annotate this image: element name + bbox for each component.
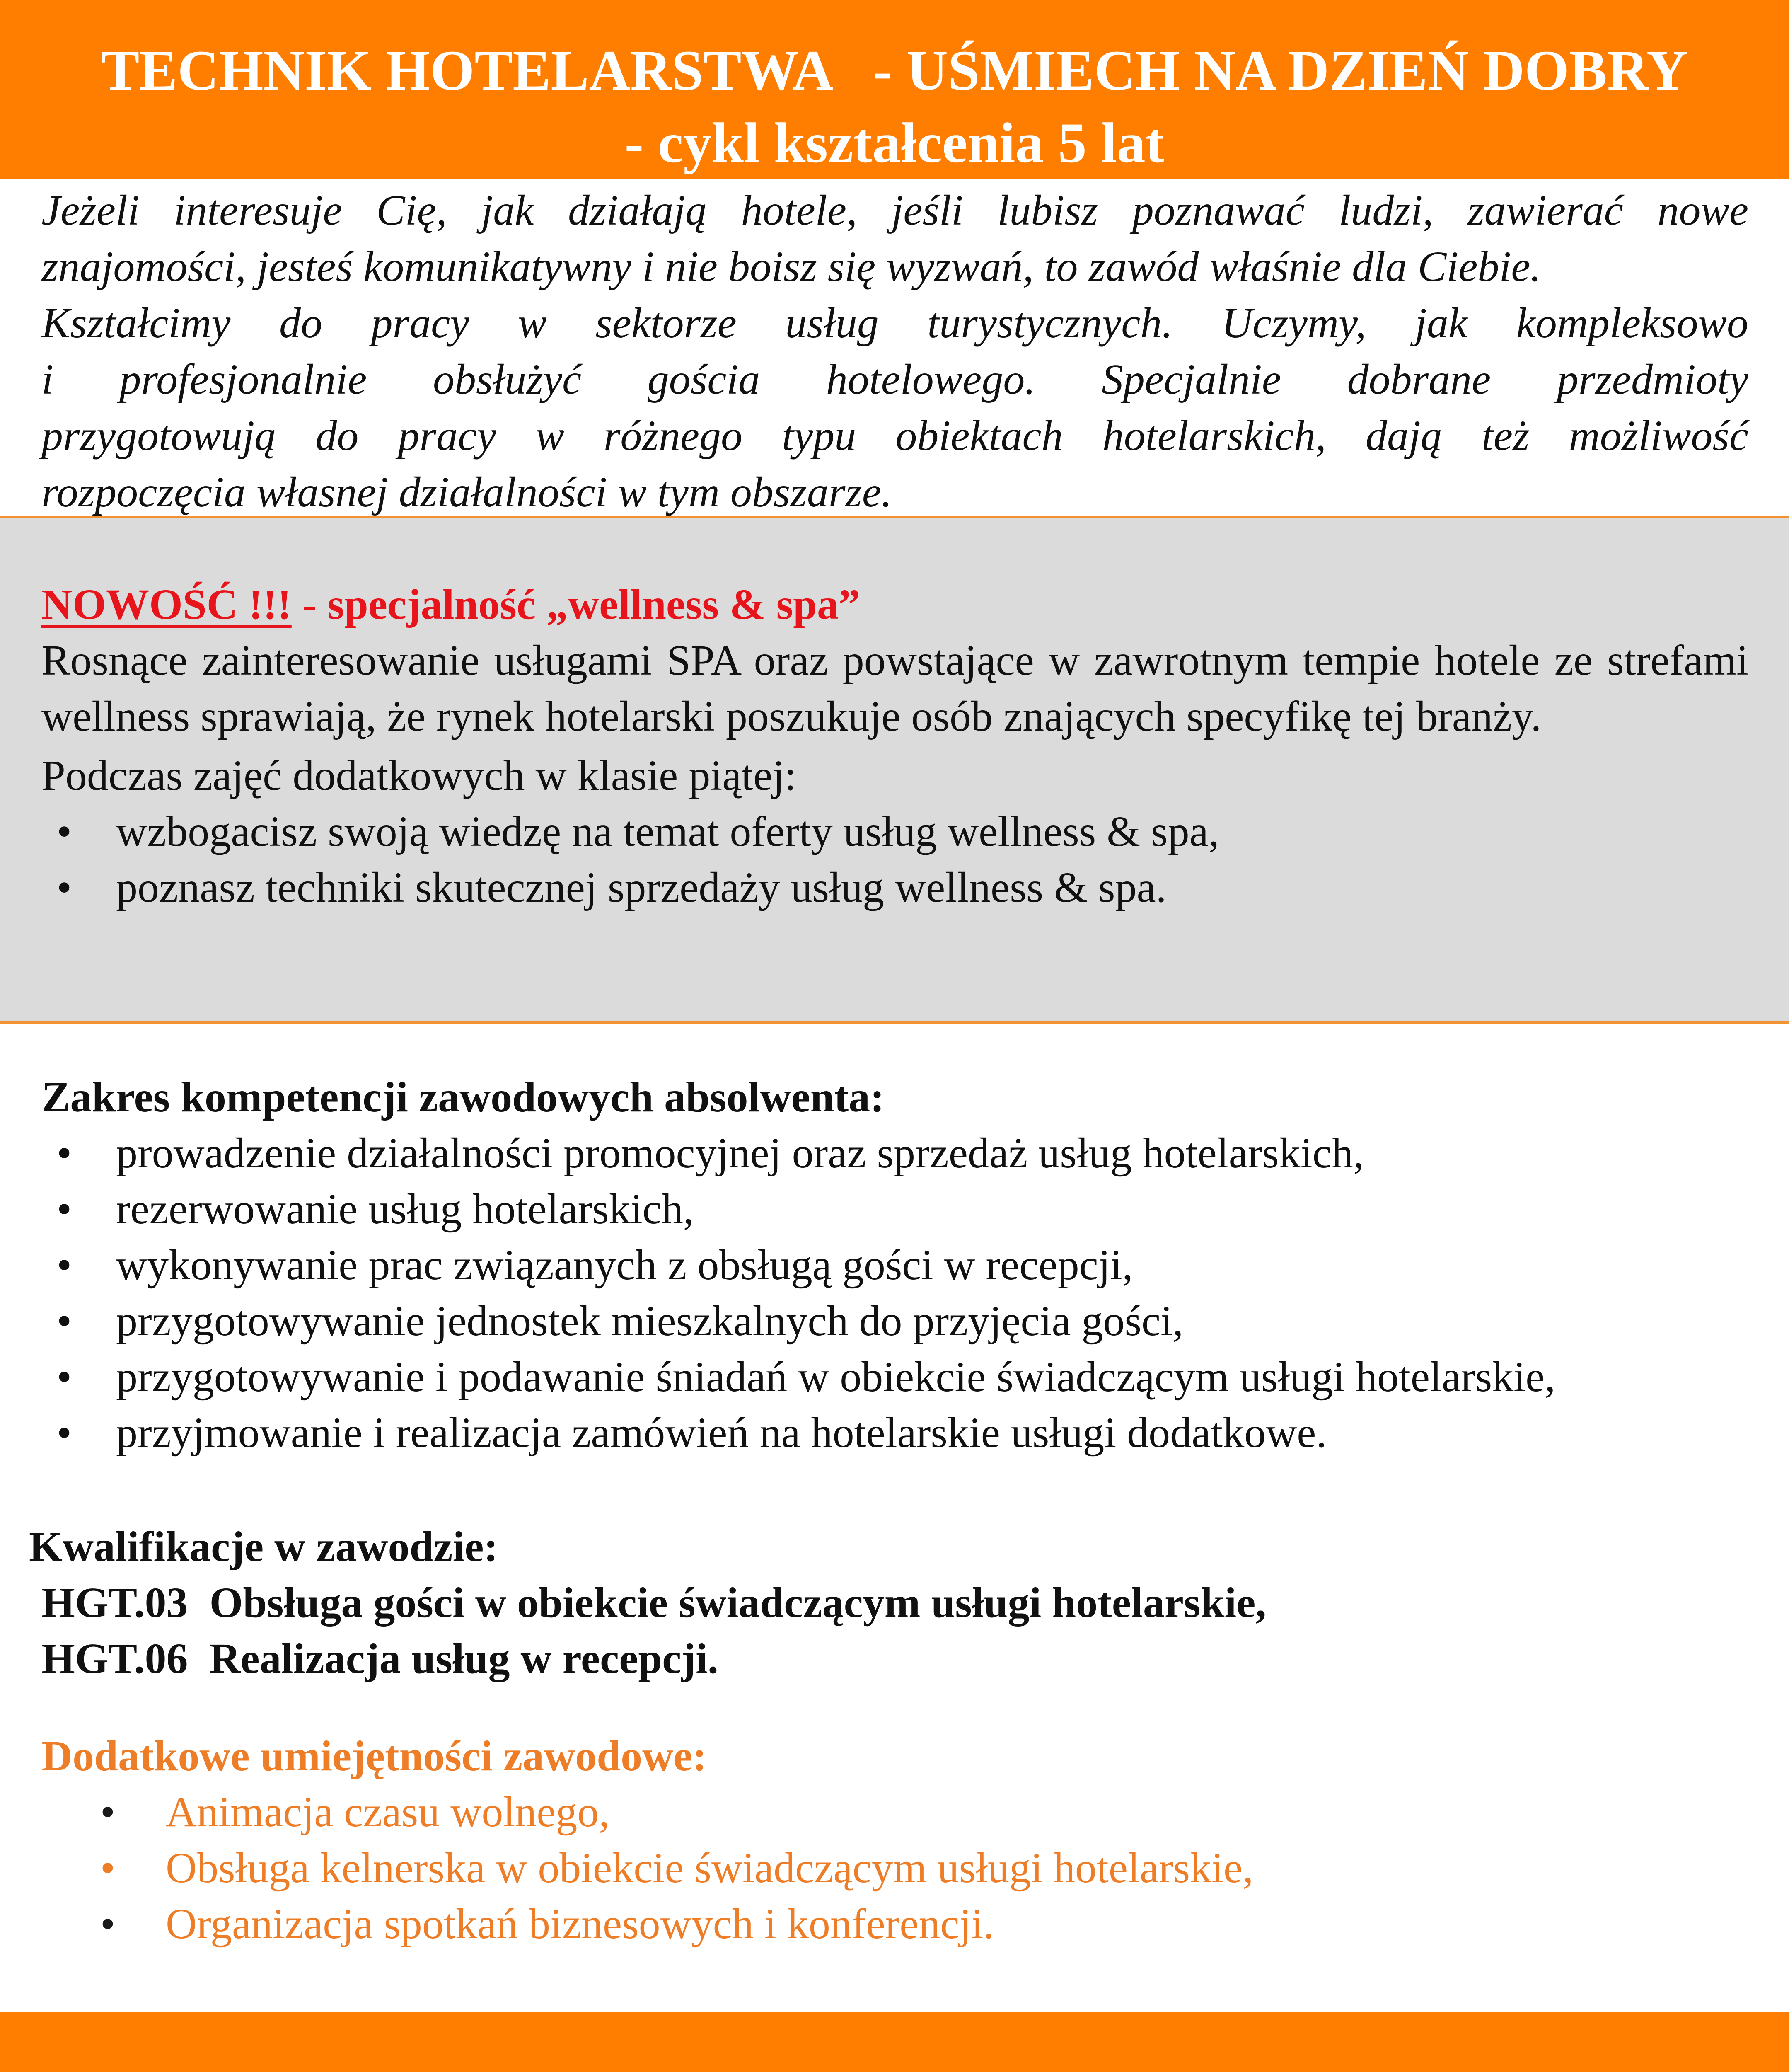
qualifications-section — [29, 1519, 1761, 1687]
bullet-icon: • — [56, 1297, 72, 1345]
list-item: • Organizacja spotkań biznesowych i konferencji. — [41, 1896, 1761, 1952]
bullet-icon: • — [100, 1844, 116, 1892]
list-item: • wykonywanie prac związanych z obsługą gości w recepcji, — [41, 1237, 1761, 1293]
qualification-item: HGT.06 Realizacja usług w recepcji. — [41, 1635, 718, 1682]
competences-section — [41, 1069, 1761, 1461]
intro-line: rozpoczęcia własnej działalności w tym obszarze. — [41, 468, 892, 516]
wellness-intro: Podczas zajęć dodatkowych w klasie piątej: — [41, 752, 797, 799]
bullet-icon: • — [56, 1353, 72, 1401]
wellness-list — [41, 804, 1748, 915]
intro-line: i profesjonalnie obsłużyć gościa hotelowego. Specjalnie dobrane przedmioty — [41, 356, 1748, 403]
intro-line: Jeżeli interesuje Cię, jak działają hotele, jeśli lubisz poznawać ludzi, zawierać nowe — [41, 186, 1748, 234]
extra-skills-heading: Dodatkowe umiejętności zawodowe: — [41, 1732, 707, 1780]
extra-skills-section — [41, 1728, 1761, 1952]
wellness-title: - specjalność „wellness & spa” — [291, 581, 860, 628]
intro-line: znajomości, jesteś komunikatywny i nie boisz się wyzwań, to zawód właśnie dla Ciebie. — [41, 243, 1541, 290]
wellness-paragraph: Rosnące zainteresowanie usługami SPA oraz powstające w zawrotnym tempie hotele ze strefami wellness sprawiają, że rynek hotelarski poszukuje osób znających specyfikę tej branży. — [41, 637, 1748, 740]
qualification-item: HGT.03 Obsługa gości w obiekcie świadczącym usługi hotelarskie, — [41, 1579, 1267, 1627]
bullet-icon: • — [56, 1409, 72, 1457]
intro-text — [41, 182, 1748, 520]
list-item: • prowadzenie działalności promocyjnej oraz sprzedaż usług hotelarskich, — [41, 1125, 1761, 1181]
bullet-icon: • — [56, 864, 72, 911]
employment-section — [0, 2012, 1789, 2072]
page-title: TECHNIK HOTELARSTWA - UŚMIECH NA DZIEŃ DOBRY — [101, 39, 1688, 102]
bullet-icon: • — [56, 1241, 72, 1289]
list-item: • poznasz techniki skutecznej sprzedaży usług wellness & spa. — [41, 859, 1748, 915]
intro-line: Kształcimy do pracy w sektorze usług turystycznych. Uczymy, jak kompleksowo — [41, 299, 1748, 347]
bullet-icon: • — [56, 1129, 72, 1177]
competences-list — [41, 1125, 1761, 1461]
competences-heading: Zakres kompetencji zawodowych absolwenta: — [41, 1073, 885, 1121]
bullet-icon: • — [100, 1788, 116, 1836]
list-item: • przygotowywanie i podawanie śniadań w obiekcie świadczącym usługi hotelarskie, — [41, 1349, 1761, 1405]
new-label: NOWOŚĆ !!! — [41, 581, 292, 628]
bullet-icon: • — [100, 1900, 116, 1948]
wellness-section — [0, 516, 1789, 1024]
bullet-icon: • — [56, 1185, 72, 1233]
list-item: • rezerwowanie usług hotelarskich, — [41, 1181, 1761, 1237]
bullet-icon: • — [56, 808, 72, 855]
list-item: • Animacja czasu wolnego, — [41, 1784, 1761, 1840]
extra-skills-list — [41, 1784, 1761, 1952]
list-item: • wzbogacisz swoją wiedzę na temat oferty usług wellness & spa, — [41, 804, 1748, 859]
list-item: • Obsługa kelnerska w obiekcie świadczącym usługi hotelarskie, — [41, 1840, 1761, 1896]
qualifications-heading: Kwalifikacje w zawodzie: — [29, 1523, 498, 1571]
list-item: • przyjmowanie i realizacja zamówień na hotelarskie usługi dodatkowe. — [41, 1405, 1761, 1461]
page-subtitle: - cykl kształcenia 5 lat — [624, 111, 1165, 174]
header-banner — [0, 0, 1789, 179]
list-item: • przygotowywanie jednostek mieszkalnych do przyjęcia gości, — [41, 1293, 1761, 1349]
intro-line: przygotowują do pracy w różnego typu obiektach hotelarskich, dają też możliwość — [41, 412, 1748, 460]
wellness-heading — [41, 576, 1748, 632]
